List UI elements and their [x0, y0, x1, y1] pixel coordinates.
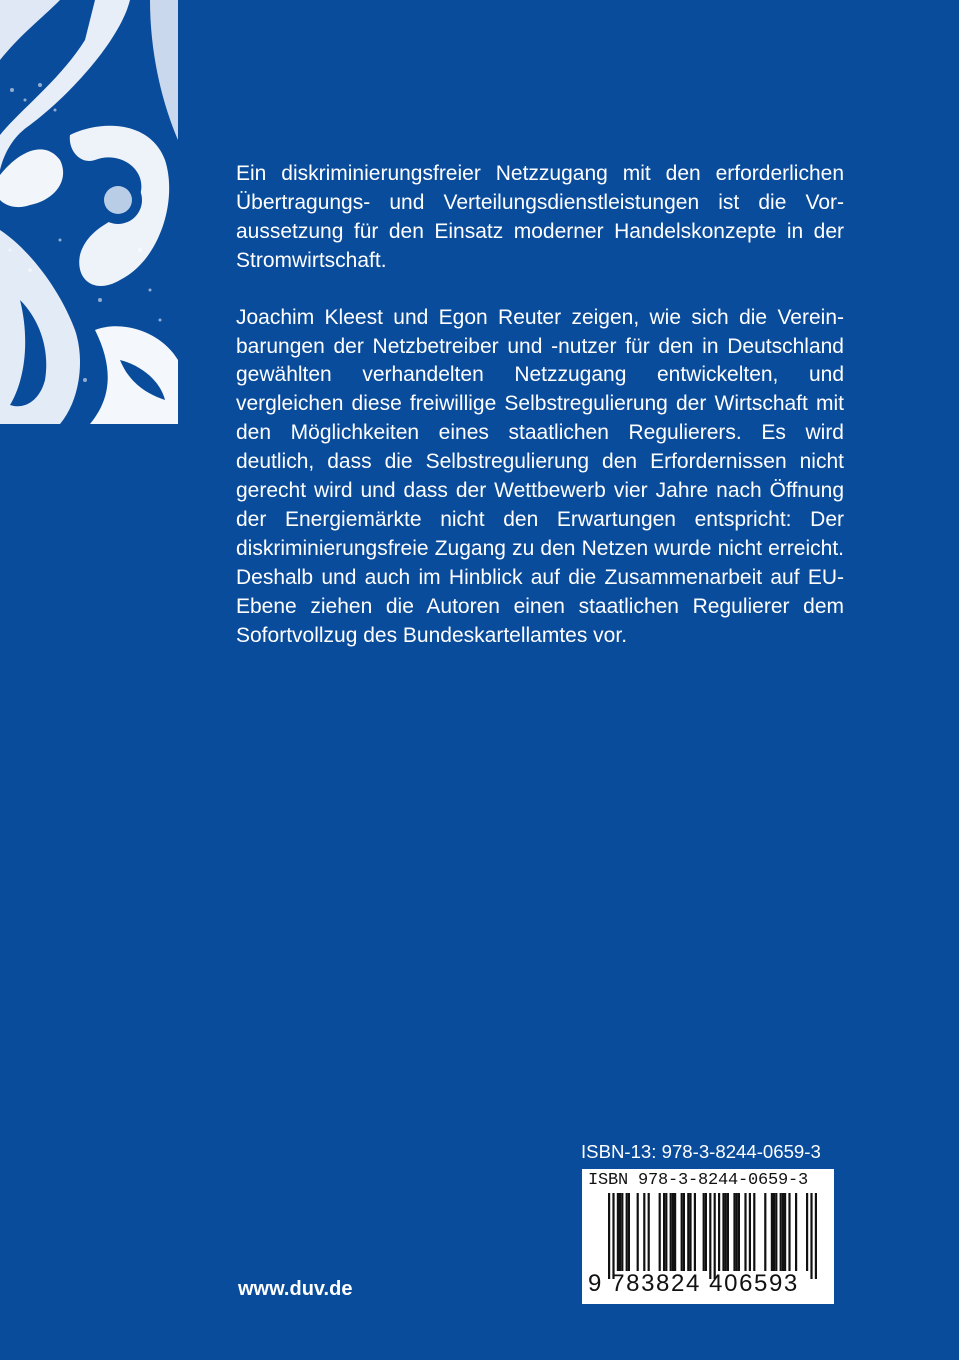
barcode-bar [643, 1193, 645, 1271]
barcode-bar [810, 1193, 812, 1279]
barcode-bar [714, 1193, 716, 1279]
barcode-bar [689, 1193, 691, 1271]
barcode-bar [709, 1193, 711, 1279]
barcode-bar [795, 1193, 797, 1271]
barcode-bar [773, 1193, 775, 1271]
barcode-bar [617, 1193, 619, 1271]
barcode-bar [780, 1193, 782, 1271]
barcode-bar [703, 1193, 705, 1271]
isbn-caption: ISBN-13: 978-3-8244-0659-3 [581, 1141, 821, 1162]
barcode-bar [663, 1193, 665, 1271]
barcode-bar [659, 1193, 661, 1271]
barcode-bar [736, 1193, 738, 1271]
barcode-bar [771, 1193, 773, 1271]
barcode-bar [749, 1193, 751, 1271]
cover-photo [0, 0, 178, 424]
barcode-bar [815, 1193, 817, 1279]
barcode-bar [608, 1193, 610, 1279]
abstract-photo-fragment-icon [0, 0, 178, 424]
barcode-bar [626, 1193, 628, 1271]
barcode-bar [674, 1193, 676, 1271]
barcode-bar [744, 1193, 746, 1271]
barcode-bar [775, 1193, 777, 1271]
barcode-bar [725, 1193, 727, 1271]
barcode-bar [718, 1193, 720, 1271]
barcode-digits: 9 783824 406593 [588, 1270, 799, 1297]
barcode-bar [619, 1193, 621, 1271]
barcode-bar [806, 1193, 808, 1271]
barcode-bar [733, 1193, 735, 1271]
blurb-paragraph-1: Ein diskriminierungsfreier Netzzugang mit den erforderlichen Übertragungs- und Verteilungsdienstleistungen ist die Voraussetzung für den Einsatz moderner Handelskonzepte in der Stromwirtschaft. [236, 162, 844, 272]
barcode-bar [788, 1193, 790, 1271]
barcode-bar [612, 1193, 614, 1279]
barcode-bar [681, 1193, 683, 1271]
publisher-website: www.duv.de [238, 1278, 353, 1300]
barcode-bar [683, 1193, 685, 1271]
barcode-bar [694, 1193, 696, 1271]
back-cover-blurb [236, 160, 844, 651]
barcode-bar [648, 1193, 650, 1271]
barcode-bar [670, 1193, 672, 1271]
blurb-paragraph-2: Joachim Kleest und Egon Reuter zeigen, wie sich die Vereinbarungen der Netzbetreiber und -nutzer für den in Deutschland gewählten verhandelten Netzzugang entwickelten, und vergleichen diese freiwillige Selbstregulierung der Wirtschaft mit den Möglichkeiten eines staatlichen Regulierers. Es wird deutlich, dass die Selbstregulierung den Erfordernissen nicht gerecht wird und dass der Wettbewerb vier Jahre nach Öffnung der Energiemärkte nicht den Erwartungen entspricht: Der diskriminierungsfreie Zugang zu den Netzen wurde nicht erreicht. Deshalb und auch im Hinblick auf die Zusammenarbeit auf EU-Ebene ziehen die Autoren einen staatlichen Regulierer dem Sofortvollzug des Bundeskartellamtes vor. [236, 305, 844, 647]
barcode-bar [782, 1193, 784, 1271]
barcode-bar [738, 1193, 740, 1271]
barcode-bar [727, 1193, 729, 1271]
isbn-barcode [582, 1169, 834, 1304]
barcode-bar [764, 1193, 766, 1271]
barcode-bar [687, 1193, 689, 1271]
barcode-bar [628, 1193, 630, 1271]
barcode-isbn-text: ISBN 978-3-8244-0659-3 [588, 1171, 809, 1190]
barcode-bar [621, 1193, 623, 1271]
barcode-bar [672, 1193, 674, 1271]
barcode-bar [753, 1193, 755, 1271]
barcode-bar [705, 1193, 707, 1271]
barcode-bar [637, 1193, 639, 1271]
barcode-bar [665, 1193, 667, 1271]
barcode-bar [722, 1193, 724, 1271]
barcode-bar [784, 1193, 786, 1271]
